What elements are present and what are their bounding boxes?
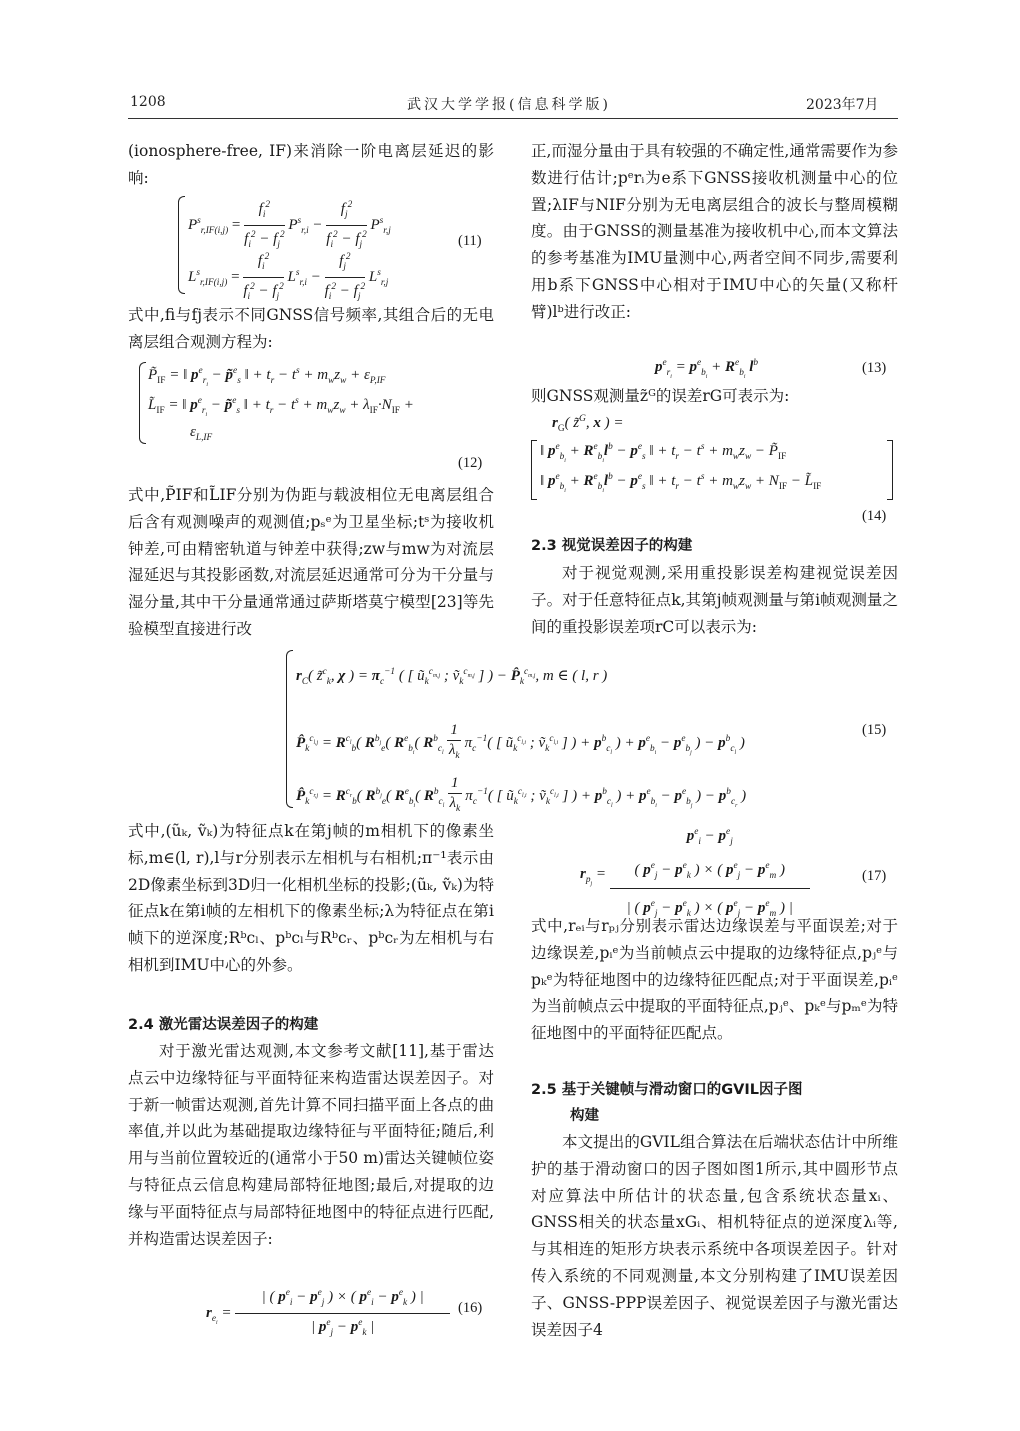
paragraph-intro: (ionosphere-free, IF)来消除一阶电离层延迟的影响:	[128, 142, 494, 187]
paragraph-continued: 正,而湿分量由于具有较强的不确定性,通常需要作为参数进行估计;pᵉrᵢ为e系下GNSS接收机测量中心的位置;λIF与NIF分别为无电离层组合的波长与整周模糊度。由于GNSS的测量基准为接收机中心,而本文算法的参考基准为IMU量测中心,两者空间不同步,需要利用b系下GNSS中心相对于IMU中心的矢量(又称杆臂)lᵇ进行改正:	[531, 142, 898, 321]
paragraph-after-eq12: 式中,P̃IF和L̃IF分别为伪距与载波相位无电离层组合后含有观测噪声的观测值;pₛᵉ为卫星坐标;tˢ为接收机钟差,可由精密轨道与钟差中获得;zw与mw为对流层湿延迟与其投影函数,对流层延迟通常可分为干分量与湿分量,其中干分量通常通过萨斯塔莫宁模型[23]等先验模型直接进行改	[128, 486, 494, 638]
equation-11-row2: $L^s_{r,IF(i,j)}$ = $\frac{f_i^2}{f_i^2 - f_j^2}$ $L^s_{r,i}$ − $\frac{f_j^2}{f_i^2 - f_j^2}$ $L^s_{r,j}$	[188, 248, 388, 307]
section-2-5-title-line1: 2.5 基于关键帧与滑动窗口的GVIL因子图	[531, 1082, 803, 1098]
equation-17: $r_{p_j}$ = $p^e_i - p^e_j$ ( $p^e_j - p^e_k$ ) × ( $p^e_j - p^e_m$ ) | ( $p^e_j - p^e_k$ ) × ( $p^e_j - p^e_m$ ) |	[580, 820, 810, 929]
issue-date: 2023年7月	[806, 97, 879, 113]
equation-15-row3: $P̂_k^{c_{r,j}} = R^{c_r}_b$( $R^{b_j}_e$( $R^e_{b_i}$( $R^b_{c_l}$ $\frac{1}{\lambda_k}$ $\pi_c^{-1}$( [ $ũ_k^{c_{l,i}}$ ; ṽ$_k^{c_{l,i}}$ ] ) + $p^b_{c_l}$ ) + $p^e_{b_i} - p^e_{b_j}$ ) − $p^b_{c_r}$ )	[296, 775, 747, 814]
equation-12-row3: $\varepsilon_{L,IF}$	[190, 424, 213, 443]
paragraph-sec25: 本文提出的GVIL组合算法在后端状态估计中所维护的基于滑动窗口的因子图如图1所示,其中圆形节点对应算法中所估计的状态量,包含系统状态量xᵢ、GNSS相关的状态量xGᵢ、相机特征点的逆深度λᵢ等,与其相连的矩形方块表示系统中各项误差因子。针对传入系统的不同观测量,本文分别构建了IMU误差因子、GNSS-PPP误差因子、视觉误差因子与激光雷达误差因子4	[531, 1133, 898, 1339]
eq14-number: (14)	[862, 508, 887, 524]
section-2-3-title: 2.3 视觉误差因子的构建	[531, 538, 693, 554]
eq12-brace	[139, 362, 146, 444]
equation-15-row1: $r_C$( z̃$^c_k$, χ ) = $\pi_c^{-1}$ ( [ $ũ_k^{c_{m,j}}$ ; ṽ$_k^{c_{m,j}}$ ] ) − $P̂_k^{c_{m,j}}$, m ∈ ( l, r )	[296, 667, 608, 687]
eq15-brace	[286, 650, 293, 808]
page-number: 1208	[130, 94, 166, 110]
journal-title: 武汉大学学报(信息科学版)	[407, 97, 611, 113]
eq15-number: (15)	[862, 722, 887, 738]
equation-11-row1: $P^s_{r,IF(i,j)}$ = $\frac{f_i^2}{f_i^2 - f_j^2}$ $P^s_{r,i}$ − $\frac{f_j^2}{f_i^2 - f_j^2}$ $P^s_{r,j}$	[188, 196, 391, 255]
equation-16: $r_{e_i}$ = $\frac{| ( p^e_i - p^e_j ) \times ( p^e_i - p^e_k ) |}{| p^e_j - p^e_k |}$	[206, 1284, 450, 1343]
eq12-number: (12)	[458, 455, 483, 471]
header-rule	[128, 118, 898, 119]
section-2-4-title: 2.4 激光雷达误差因子的构建	[128, 1017, 319, 1033]
paragraph-sec24: 对于激光雷达观测,本文参考文献[11],基于雷达点云中边缘特征与平面特征来构造雷达误差因子。对于新一帧雷达观测,首先计算不同扫描平面上各点的曲率值,并以此为基础提取边缘特征与平面特征;随后,利用与当前位置较近的(通常小于50 m)雷达关键帧位姿与特征点云信息构建局部特征地图;最后,对提取的边缘与平面特征点与局部特征地图中的特征点进行匹配,并构造雷达误差因子:	[128, 1042, 494, 1248]
equation-12-row1: $P̃_{IF}$ = ‖ $p^e_{r_i}$ − p̃$^e_s$ ‖ + $t_r - t^s + m_wz_w + \varepsilon_{P,IF}$	[148, 366, 386, 388]
equation-12-row2: $L̃_{IF}$ = ‖ $p^e_{r_i}$ − p̃$^e_s$ ‖ + $t_r - t^s + m_wz_w + \lambda_{IF}\cdot N_{IF}$ +	[148, 396, 414, 418]
eq13-number: (13)	[862, 360, 887, 376]
paragraph-after-eq13: 则GNSS观测量z̃ᴳ的误差rG可表示为:	[531, 387, 790, 405]
paragraph-after-eq11: 式中,fi与fj表示不同GNSS信号频率,其组合后的无电离层组合观测方程为:	[128, 306, 494, 351]
section-2-5-title-line2: 构建	[570, 1108, 599, 1124]
equation-14-lhs: $r_G$( z̃$^G$, x ) =	[552, 414, 624, 434]
equation-14-row2: ‖ $p^e_{b_i} + R^e_{b_i}l^b - p^e_s$ ‖ + $t_r - t^s + m_wz_w + N_{IF}$ − $L̃_{IF}$	[540, 472, 822, 494]
eq16-number: (16)	[458, 1300, 483, 1316]
eq14-bracket-right	[887, 440, 893, 500]
equation-15-row2: $P̂_k^{c_{l,j}} = R^{c_l}_b$( $R^{b_j}_e$( $R^e_{b_i}$( $R^b_{c_l}$ $\frac{1}{\lambda_k}$ $\pi_c^{-1}$( [ $ũ_k^{c_{l,i}}$ ; ṽ$_k^{c_{l,i}}$ ] ) + $p^b_{c_l}$ ) + $p^e_{b_i} - p^e_{b_j}$ ) − $p^b_{c_l}$ )	[296, 722, 745, 761]
eq11-brace	[178, 196, 185, 294]
eq11-number: (11)	[458, 233, 482, 249]
paragraph-after-eq15: 式中,(ũₖ, ṽₖ)为特征点k在第j帧的m相机下的像素坐标,m∈(l, r),l与r分别表示左相机与右相机;π⁻¹表示由2D像素坐标到3D归一化相机坐标的投影;(ũₖ, ṽₖ)为特征点k在第i帧的左相机下的像素坐标;λ为特征点在第i帧下的逆深度;Rᵇcₗ、pᵇcₗ与Rᵇcᵣ、pᵇcᵣ为左相机与右相机到IMU中心的外参。	[128, 822, 494, 974]
eq14-bracket-left	[531, 440, 537, 500]
paragraph-sec23: 对于视觉观测,采用重投影误差构建视觉误差因子。对于任意特征点k,其第j帧观测量与第i帧观测量之间的重投影误差项rC可以表示为:	[531, 564, 898, 636]
paragraph-after-eq17: 式中,rₑᵢ与rₚⱼ分别表示雷达边缘误差与平面误差;对于边缘误差,pᵢᵉ为当前帧点云中提取的边缘特征点,pⱼᵉ与pₖᵉ为特征地图中的边缘特征匹配点;对于平面误差,pᵢᵉ为当前帧点云中提取的平面特征点,pⱼᵉ、pₖᵉ与pₘᵉ为特征地图中的平面特征匹配点。	[531, 917, 898, 1043]
equation-13: $p^e_{r_i} = p^e_{b_i} + R^e_{b_i}$ $l^b$	[655, 358, 759, 380]
eq17-number: (17)	[862, 868, 887, 884]
equation-14-row1: ‖ $p^e_{b_i} + R^e_{b_i}l^b - p^e_s$ ‖ + $t_r - t^s + m_wz_w$ − $P̃_{IF}$	[540, 442, 787, 464]
